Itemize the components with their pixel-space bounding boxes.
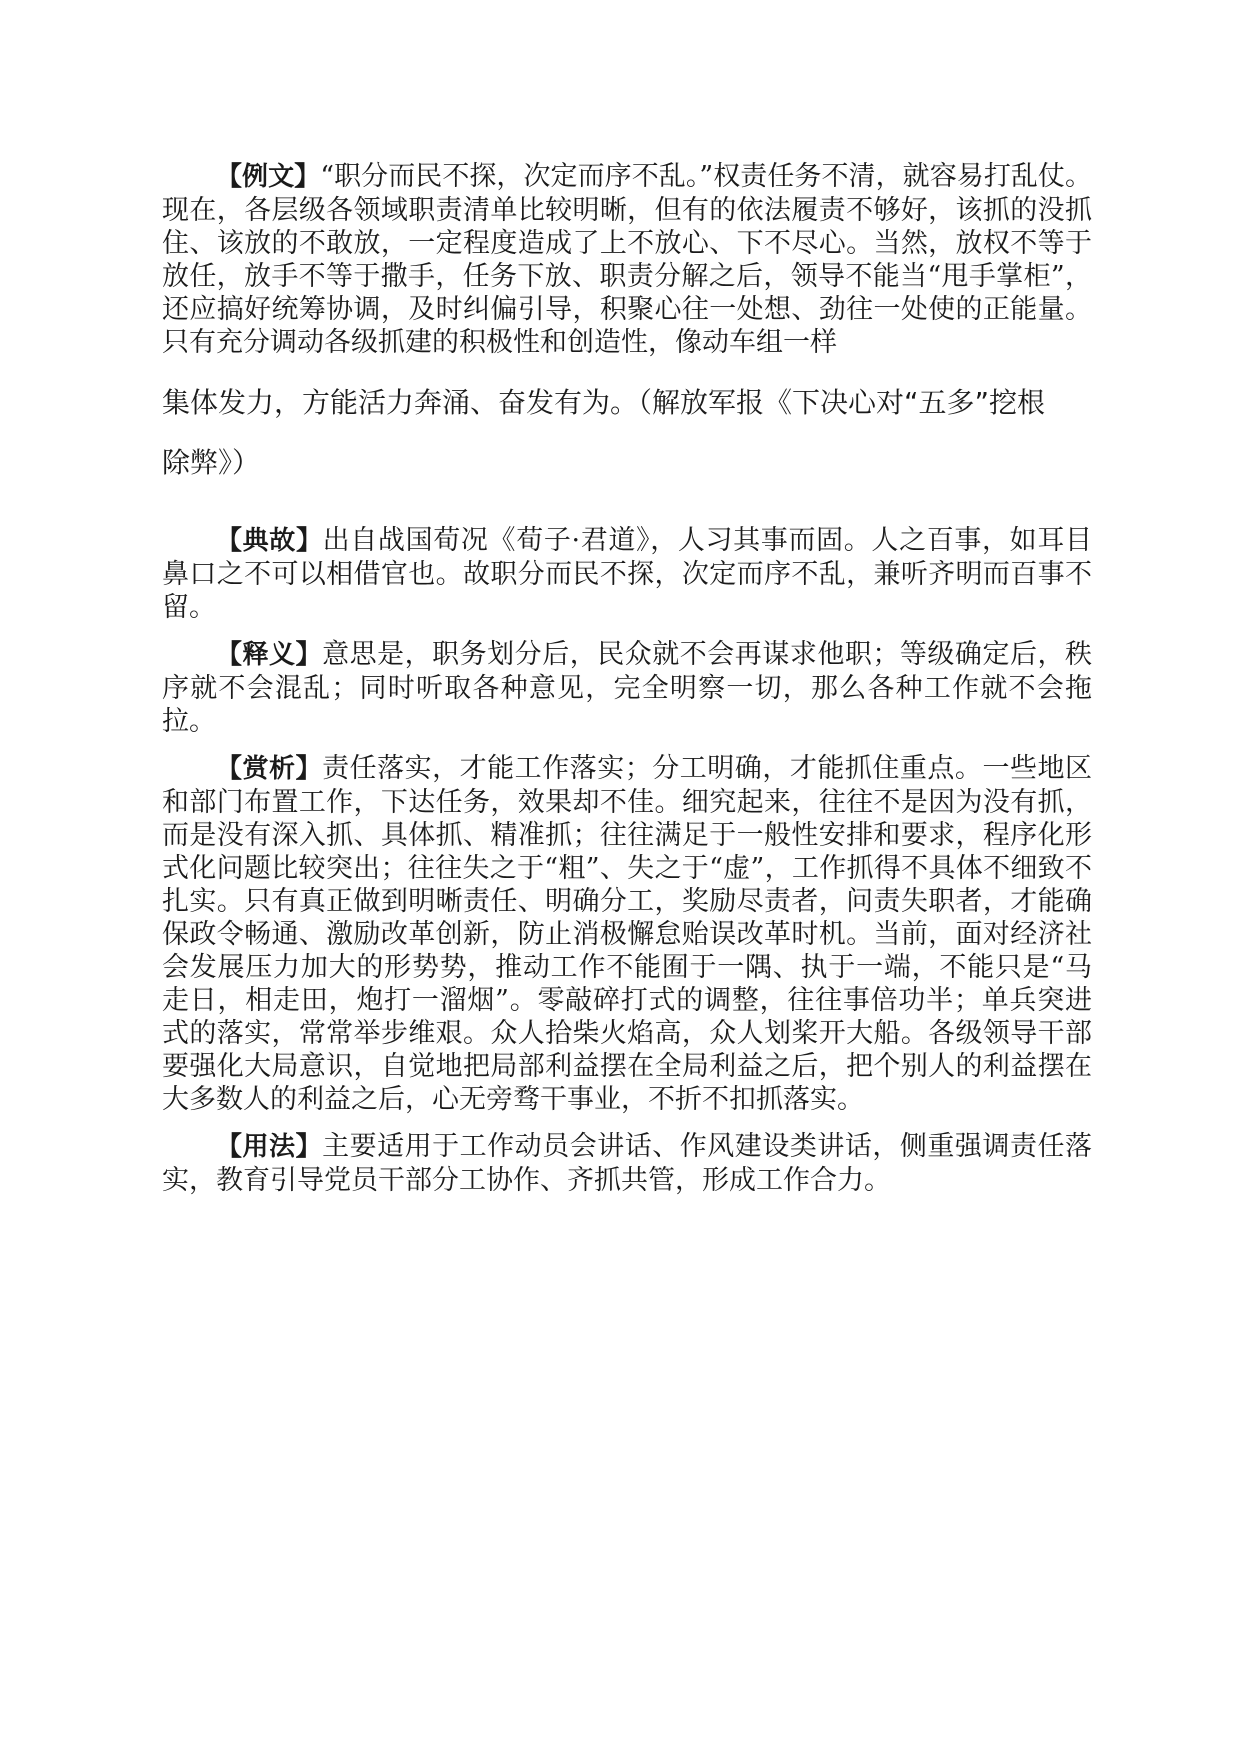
usage-body: 主要适用于工作动员会讲话、作风建设类讲话，侧重强调责任落实，教育引导党员干部分工协作、齐抓共管，形成工作合力。 <box>162 1131 1092 1196</box>
analysis-body: 责任落实，才能工作落实；分工明确，才能抓住重点。一些地区和部门布置工作，下达任务，效果却不佳。细究起来，往往不是因为没有抓，而是没有深入抓、具体抓、精准抓；往往满足于一般性安排和要求，程序化形式化问题比较突出；往往失之于“粗”、失之于“虚”，工作抓得不具体不细致不扎实。只有真正做到明晰责任、明确分工，奖励尽责者，问责失职者，才能确保政令畅通、激励改革创新，防止消极懈怠贻误改革时机。当前，面对经济社会发展压力加大的形势势，推动工作不能囿于一隅、执于一端，不能只是“马走日，相走田，炮打一溜烟”。零敲碎打式的调整，往往事倍功半；单兵突进式的落实，常常举步维艰。众人拾柴火焰高，众人划桨开大船。各级领导干部要强化大局意识，自觉地把局部利益摆在全局利益之后，把个别人的利益摆在大多数人的利益之后，心无旁骛干事业，不折不扣抓落实。 <box>162 753 1092 1115</box>
meaning-body: 意思是，职务划分后，民众就不会再谋求他职；等级确定后，秩序就不会混乱；同时听取各种意见，完全明察一切，那么各种工作就不会拖拉。 <box>162 639 1092 737</box>
analysis-paragraph <box>162 752 1092 1116</box>
analysis-tag: 【赏析】 <box>216 754 323 784</box>
usage-paragraph <box>162 1130 1092 1197</box>
meaning-paragraph <box>162 638 1092 738</box>
example-paragraph <box>162 160 1092 493</box>
example-body-tail: 集体发力，方能活力奔涌、奋发有为。 <box>162 386 639 419</box>
example-tail-line <box>162 373 1092 433</box>
meaning-tag: 【释义】 <box>216 640 323 670</box>
example-source-line2: 除弊》） <box>162 446 261 479</box>
document-content <box>162 160 1092 1211</box>
allusion-body: 出自战国荀况《荀子·君道》，人习其事而固。人之百事，如耳目鼻口之不可以相借官也。故职分而民不探，次定而序不乱，兼听齐明而百事不留。 <box>162 525 1092 623</box>
allusion-paragraph <box>162 524 1092 624</box>
example-tag: 【例文】 <box>216 162 321 192</box>
example-source-line1: （解放军报《下决心对“五多”挖根 <box>638 386 1046 419</box>
usage-tag: 【用法】 <box>216 1132 323 1162</box>
allusion-tag: 【典故】 <box>216 526 323 556</box>
example-body: “职分而民不探，次定而序不乱。”权责任务不清，就容易打乱仗。现在，各层级各领域职责清单比较明晰，但有的依法履责不够好，该抓的没抓住、该放的不敢放，一定程度造成了上不放心、下不尽心。当然，放权不等于放任，放手不等于撒手，任务下放、职责分解之后，领导不能当“甩手掌柜”，还应搞好统筹协调，及时纠偏引导，积聚心往一处想、劲往一处使的正能量。只有充分调动各级抓建的积极性和创造性，像动车组一样 <box>162 161 1092 358</box>
